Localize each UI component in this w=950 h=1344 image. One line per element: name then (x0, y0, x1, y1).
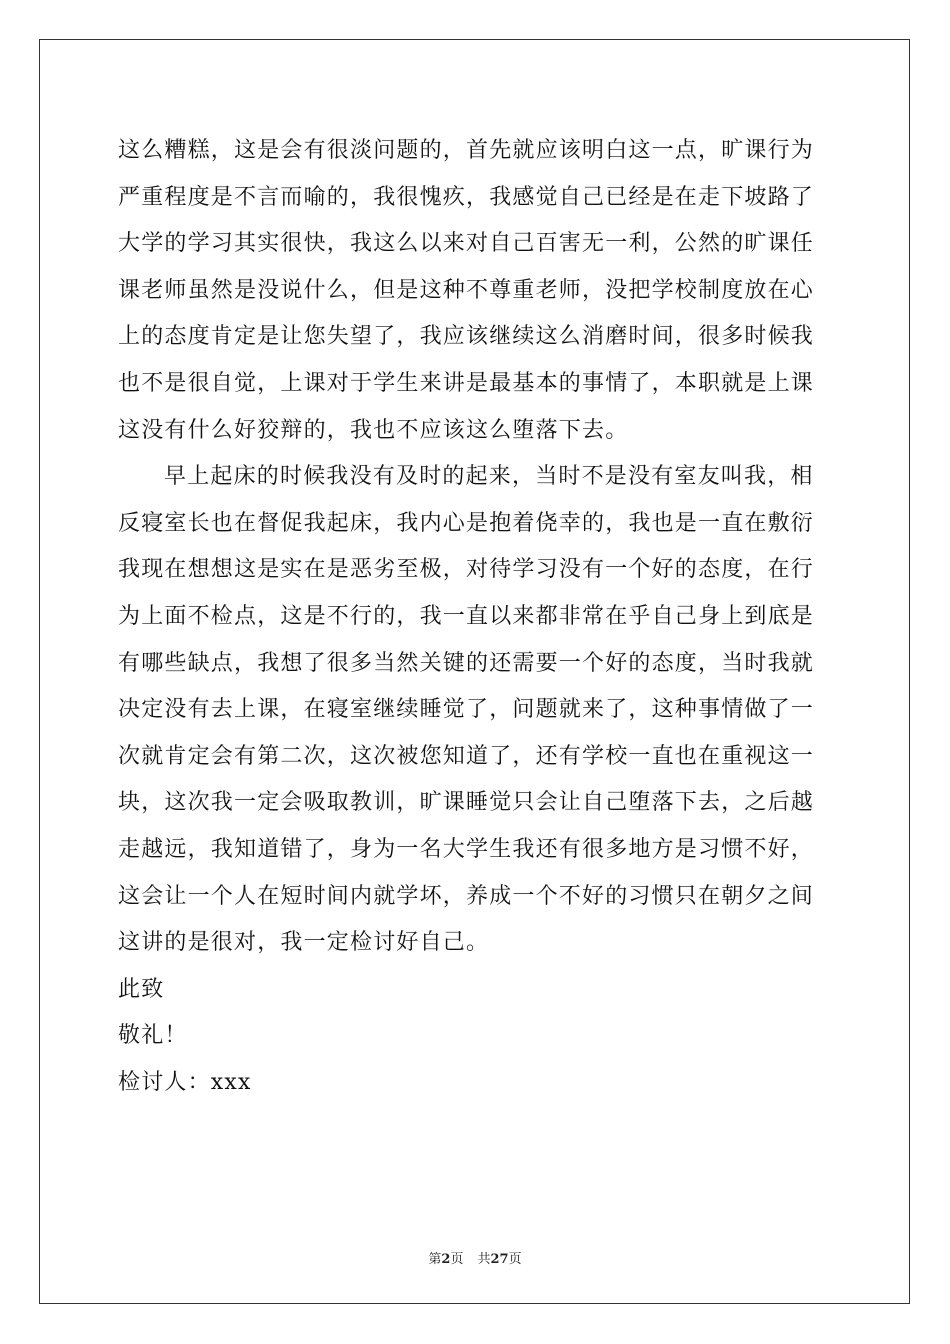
text-line-1: 这么糟糕，这是会有很淡问题的，首先就应该明白这一点，旷课行为 (118, 138, 815, 163)
text-line-3: 大学的学习其实很快，我这么以来对自己百害无一利，公然的旷课任 (118, 231, 815, 257)
text-line-18: 这讲的是很对，我一定检讨好自己。 (118, 930, 490, 956)
closing-salutation: 此致 (118, 976, 165, 1002)
text-line-9: 反寝室长也在督促我起床，我内心是抱着侥幸的，我也是一直在敷衍 (118, 510, 815, 536)
text-line-14: 次就肯定会有第二次，这次被您知道了，还有学校一直也在重视这一 (118, 743, 815, 769)
text-line-13: 决定没有去上课，在寝室继续睡觉了，问题就来了，这种事情做了一 (118, 697, 815, 723)
page-total: 共27页 (477, 1252, 522, 1267)
paragraph-2-line-1: 早上起床的时候我没有及时的起来，当时不是没有室友叫我，相 (164, 464, 814, 490)
text-line-16: 走越远，我知道错了，身为一名大学生我还有很多地方是习惯不好， (118, 836, 815, 862)
signature-line: 检讨人：xxx (118, 1069, 252, 1095)
document-body (118, 128, 832, 1106)
text-line-5: 上的态度肯定是让您失望了，我应该继续这么消磨时间，很多时候我 (118, 324, 815, 350)
text-line-12: 有哪些缺点，我想了很多当然关键的还需要一个好的态度，当时我就 (118, 650, 815, 676)
text-line-15: 块，这次我一定会吸取教训，旷课睡觉只会让自己堕落下去，之后越 (118, 790, 815, 816)
closing-regards: 敬礼！ (118, 1023, 188, 1049)
text-line-7: 这没有什么好狡辩的，我也不应该这么堕落下去。 (118, 417, 629, 443)
text-line-11: 为上面不检点，这是不行的，我一直以来都非常在乎自己身上到底是 (118, 603, 815, 629)
text-line-10: 我现在想想这是实在是恶劣至极，对待学习没有一个好的态度，在行 (118, 557, 815, 583)
page-footer (0, 1248, 950, 1267)
page-number: 第2页 (428, 1252, 464, 1267)
text-line-4: 课老师虽然是没说什么，但是这种不尊重老师，没把学校制度放在心 (118, 277, 815, 303)
text-line-17: 这会让一个人在短时间内就学坏，养成一个不好的习惯只在朝夕之间 (118, 883, 815, 909)
text-line-6: 也不是很自觉，上课对于学生来讲是最基本的事情了，本职就是上课 (118, 370, 815, 396)
text-line-2: 严重程度是不言而喻的，我很愧疚，我感觉自己已经是在走下坡路了 (118, 184, 815, 210)
